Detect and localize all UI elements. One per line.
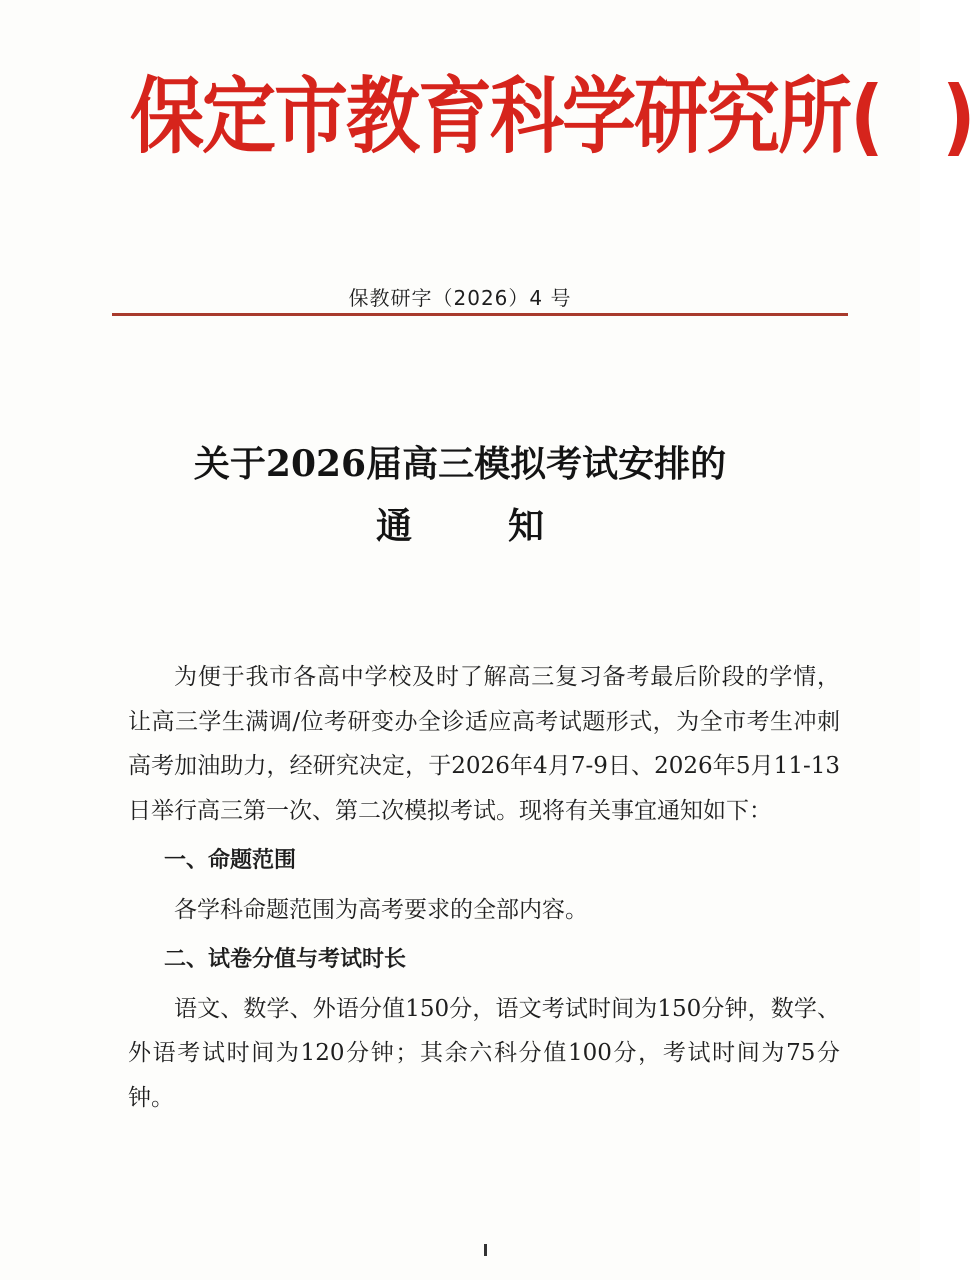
notice-title-line1: 关于2026届高三模拟考试安排的 bbox=[193, 443, 727, 485]
notice-body bbox=[128, 655, 840, 1120]
section2-heading: 二、试卷分值与考试时长 bbox=[164, 947, 407, 972]
issuing-authority-paren-close: ) bbox=[941, 68, 974, 166]
header-divider-rule bbox=[112, 313, 848, 316]
section2-paragraph: 语文、数学、外语分值150分，语文考试时间为150分钟，数学、外语考试时间为120分钟；其余六科分值100分，考试时间为75分钟。 bbox=[128, 995, 840, 1111]
notice-title-line2 bbox=[0, 498, 920, 549]
notice-title-char-2: 知 bbox=[508, 505, 545, 547]
notice-title-char-1: 通 bbox=[375, 505, 412, 547]
section1-paragraph: 各学科命题范围为高考要求的全部内容。 bbox=[174, 896, 588, 923]
issuing-authority-header bbox=[130, 55, 974, 178]
section1-heading: 一、命题范围 bbox=[164, 848, 297, 873]
intro-paragraph: 为便于我市各高中学校及时了解高三复习备考最后阶段的学情，让高三学生满调/位考研变办全诊适应高考试题形式，为全市考生冲刺高考加油助力，经研究决定，于2026年4月7-9日、2026年5月11-13日举行高三第一次、第二次模拟考试。现将有关事宜通知如下： bbox=[128, 664, 840, 824]
page-marker bbox=[484, 1244, 487, 1256]
document-number: 保教研字（2026）4 号 bbox=[348, 286, 572, 310]
issuing-authority-name: 保定市教育科学研究所( bbox=[130, 68, 882, 166]
